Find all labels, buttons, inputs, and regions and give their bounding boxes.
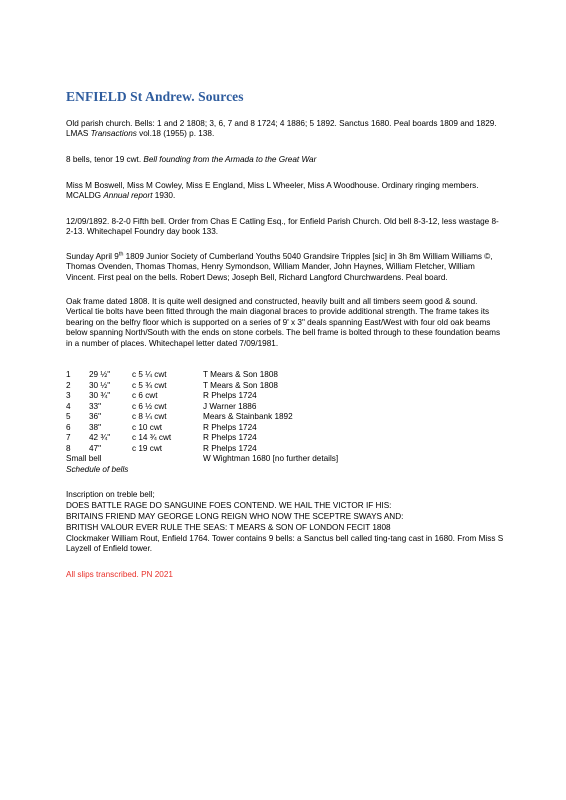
bell-number: 8: [66, 443, 71, 453]
small-bell-label: Small bell: [66, 454, 102, 463]
paragraph-clockmaker: Clockmaker William Rout, Enfield 1764. Tower contains 9 bells: a Sanctus bell called ting-tang cast in 1680. From Miss S Layzell of Enfield tower.: [66, 534, 504, 554]
bell-founder: T Mears & Son 1808: [203, 370, 278, 379]
bell-number: 1: [66, 370, 71, 379]
bell-diameter: 30 ¾": [89, 391, 111, 400]
table-row: [66, 402, 506, 413]
table-row: [66, 454, 506, 465]
small-bell-founder: W Wightman 1680 [no further details]: [203, 454, 339, 463]
paragraph-tenor: 8 bells, tenor 19 cwt. Bell founding from the Armada to the Great War: [66, 155, 317, 164]
paragraph-frame-description: Oak frame dated 1808. It is quite well designed and constructed, heavily built and all timbers seem good & sound. Vertical tie bolts have been fitted through the main diagonal braces to provide additional strength. The frame takes its bearing on the belfry floor which is supported on a series of 9' x 3" deals spanning East/West with four old oak beams below spanning North/South with the ends on stone corbels. The bell frame is bolted through to these foundation beams in a number of places. Whitechapel letter dated 7/09/1981.: [66, 297, 501, 348]
bell-founder: R Phelps 1724: [203, 391, 257, 400]
bell-founder: T Mears & Son 1808: [203, 380, 278, 390]
bell-number: 3: [66, 391, 71, 400]
table-row: [66, 370, 506, 381]
table-row: [66, 412, 506, 423]
bell-weight: c 14 ¾ cwt: [132, 433, 172, 442]
bell-number: 6: [66, 422, 71, 432]
bell-diameter: 38": [89, 422, 102, 432]
transcription-note: All slips transcribed. PN 2021: [66, 570, 173, 579]
bell-diameter: 42 ¾": [89, 433, 111, 442]
inscription-line: BRITISH VALOUR EVER RULE THE SEAS: T MEARS & SON OF LONDON FECIT 1808: [66, 523, 391, 532]
bell-diameter: 47": [89, 443, 102, 453]
bell-diameter: 30 ½": [89, 380, 111, 390]
bell-founder: Mears & Stainbank 1892: [203, 412, 293, 421]
table-row: [66, 465, 506, 476]
table-row: [66, 381, 506, 392]
bell-founder: R Phelps 1724: [203, 422, 257, 432]
bell-weight: c 5 ¼ cwt: [132, 370, 167, 379]
bell-number: 7: [66, 433, 71, 442]
bell-weight: c 6 cwt: [132, 391, 158, 400]
bell-schedule-table: [66, 370, 506, 475]
inscription-heading: Inscription on treble bell;: [66, 490, 155, 499]
bell-diameter: 29 ½": [89, 370, 111, 379]
table-row: [66, 433, 506, 444]
bell-number: 4: [66, 401, 71, 411]
bell-weight: c 10 cwt: [132, 422, 163, 432]
bell-weight: c 8 ¼ cwt: [132, 412, 167, 421]
bell-diameter: 33": [89, 401, 102, 411]
bell-weight: c 5 ¾ cwt: [132, 380, 167, 390]
page-title: ENFIELD St Andrew. Sources: [66, 89, 244, 104]
table-row: [66, 444, 506, 455]
paragraph-fifth-bell-order: 12/09/1892. 8-2-0 Fifth bell. Order from Chas E Catling Esq., for Enfield Parish Church. Old bell 8-3-12, less wastage 8-2-13. Whitechapel Foundry day book 133.: [66, 217, 499, 237]
schedule-caption: Schedule of bells: [66, 464, 129, 474]
bell-number: 2: [66, 380, 71, 390]
bell-weight: c 19 cwt: [132, 443, 163, 453]
paragraph-ringing-members: Miss M Boswell, Miss M Cowley, Miss E England, Miss L Wheeler, Miss A Woodhouse. Ordinary ringing members. MCALDG Annual report 1930.: [66, 181, 479, 201]
bell-founder: R Phelps 1724: [203, 443, 257, 453]
inscription-line: BRITAINS FRIEND MAY GEORGE LONG REIGN WHO NOW THE SCEPTRE SWAYS AND:: [66, 512, 404, 521]
bell-weight: c 6 ½ cwt: [132, 401, 167, 411]
bell-founder: R Phelps 1724: [203, 433, 257, 442]
table-row: [66, 423, 506, 434]
table-row: [66, 391, 506, 402]
paragraph-bells-summary: Old parish church. Bells: 1 and 2 1808; 3, 6, 7 and 8 1724; 4 1886; 5 1892. Sanctus 1680. Peal boards 1809 and 1829. LMAS Transactions vol.18 (1955) p. 138.: [66, 119, 497, 139]
inscription-line: DOES BATTLE RAGE DO SANGUINE FOES CONTEND. WE HAIL THE VICTOR IF HIS:: [66, 501, 392, 510]
bell-diameter: 36": [89, 412, 102, 421]
paragraph-first-peal: Sunday April 9th 1809 Junior Society of Cumberland Youths 5040 Grandsire Tripples [sic] in 3h 8m William Williams ©, Thomas Ovenden, Thomas Thomas, Henry Symondson, William Mander, John Haynes, William Fletcher, William Vincent. First peal on the bells. Robert Dews; Joseph Bell, Richard Langford Churchwardens. Peal board.: [66, 251, 493, 282]
bell-number: 5: [66, 412, 71, 421]
bell-founder: J Warner 1886: [203, 401, 257, 411]
